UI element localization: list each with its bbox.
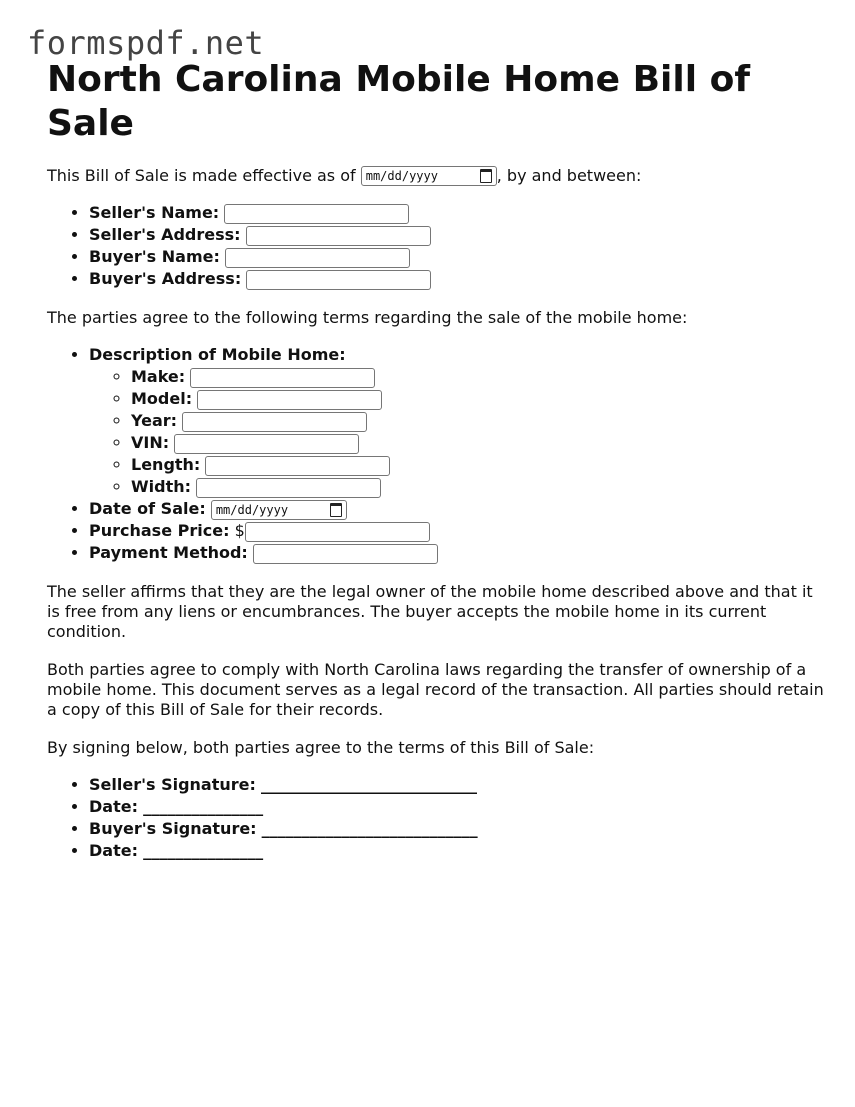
seller-date-label: Date: (89, 797, 138, 816)
list-item (89, 818, 827, 840)
terms-intro: The parties agree to the following terms regarding the sale of the mobile home: (47, 308, 688, 327)
width-label: Width: (131, 477, 192, 496)
buyer-address-label: Buyer's Address: (89, 269, 242, 288)
buyer-signature-label: Buyer's Signature: (89, 819, 257, 838)
effective-date-input[interactable] (361, 166, 497, 186)
parties-list (47, 202, 827, 290)
year-label: Year: (131, 411, 178, 430)
list-item (89, 796, 827, 818)
list-item (131, 454, 827, 476)
document (47, 58, 827, 862)
calendar-icon (480, 169, 492, 183)
list-item (131, 432, 827, 454)
make-input[interactable] (190, 368, 375, 388)
intro-text-before: This Bill of Sale is made effective as of (47, 166, 356, 185)
list-item (131, 388, 827, 410)
vin-label: VIN: (131, 433, 170, 452)
signature-list (47, 774, 827, 862)
effective-date-placeholder: mm/dd/yyyy (365, 169, 438, 183)
payment-method-label: Payment Method: (89, 543, 248, 562)
buyer-address-input[interactable] (246, 270, 431, 290)
date-of-sale-placeholder: mm/dd/yyyy (215, 502, 289, 517)
seller-signature-label: Seller's Signature: (89, 775, 256, 794)
list-item (89, 202, 827, 224)
purchase-price-label: Purchase Price: (89, 521, 230, 540)
watermark: formspdf.net (27, 24, 265, 62)
list-item (89, 840, 827, 862)
intro-line (47, 166, 827, 186)
description-sublist (89, 366, 827, 498)
list-item (131, 366, 827, 388)
width-input[interactable] (196, 478, 381, 498)
model-label: Model: (131, 389, 193, 408)
seller-date-line[interactable]: _______________ (143, 797, 264, 816)
vin-input[interactable] (174, 434, 359, 454)
intro-text-after: , by and between: (496, 166, 642, 185)
compliance-paragraph: Both parties agree to comply with North Carolina laws regarding the transfer of ownership of a mobile home. This document serves as a legal record of the transaction. All parties should retain a copy of this Bill of Sale for their records. (47, 660, 824, 719)
list-item (89, 268, 827, 290)
make-label: Make: (131, 367, 186, 386)
buyer-date-line[interactable]: _______________ (143, 841, 264, 860)
list-item (89, 344, 827, 498)
date-of-sale-input[interactable] (211, 500, 347, 520)
list-item (89, 520, 827, 542)
list-item (89, 542, 827, 564)
list-item (89, 498, 827, 520)
seller-signature-line[interactable]: ___________________________ (261, 775, 477, 794)
seller-address-input[interactable] (246, 226, 431, 246)
seller-address-label: Seller's Address: (89, 225, 241, 244)
length-input[interactable] (205, 456, 390, 476)
buyer-name-input[interactable] (225, 248, 410, 268)
payment-method-input[interactable] (253, 544, 438, 564)
ownership-paragraph: The seller affirms that they are the legal owner of the mobile home described above and that it is free from any liens or encumbrances. The buyer accepts the mobile home in its current condition. (47, 582, 813, 641)
buyer-name-label: Buyer's Name: (89, 247, 220, 266)
buyer-date-label: Date: (89, 841, 138, 860)
list-item (89, 224, 827, 246)
year-input[interactable] (182, 412, 367, 432)
length-label: Length: (131, 455, 201, 474)
description-label: Description of Mobile Home: (89, 345, 346, 364)
seller-name-input[interactable] (224, 204, 409, 224)
date-of-sale-label: Date of Sale: (89, 499, 206, 518)
seller-name-label: Seller's Name: (89, 203, 220, 222)
model-input[interactable] (197, 390, 382, 410)
currency-symbol: $ (234, 521, 245, 540)
signing-paragraph: By signing below, both parties agree to the terms of this Bill of Sale: (47, 738, 595, 757)
terms-list (47, 344, 827, 564)
list-item (89, 774, 827, 796)
purchase-price-input[interactable] (245, 522, 430, 542)
buyer-signature-line[interactable]: ___________________________ (261, 819, 478, 838)
list-item (131, 410, 827, 432)
page-title: North Carolina Mobile Home Bill of Sale (47, 59, 750, 144)
list-item (89, 246, 827, 268)
list-item (131, 476, 827, 498)
calendar-icon (330, 503, 342, 517)
